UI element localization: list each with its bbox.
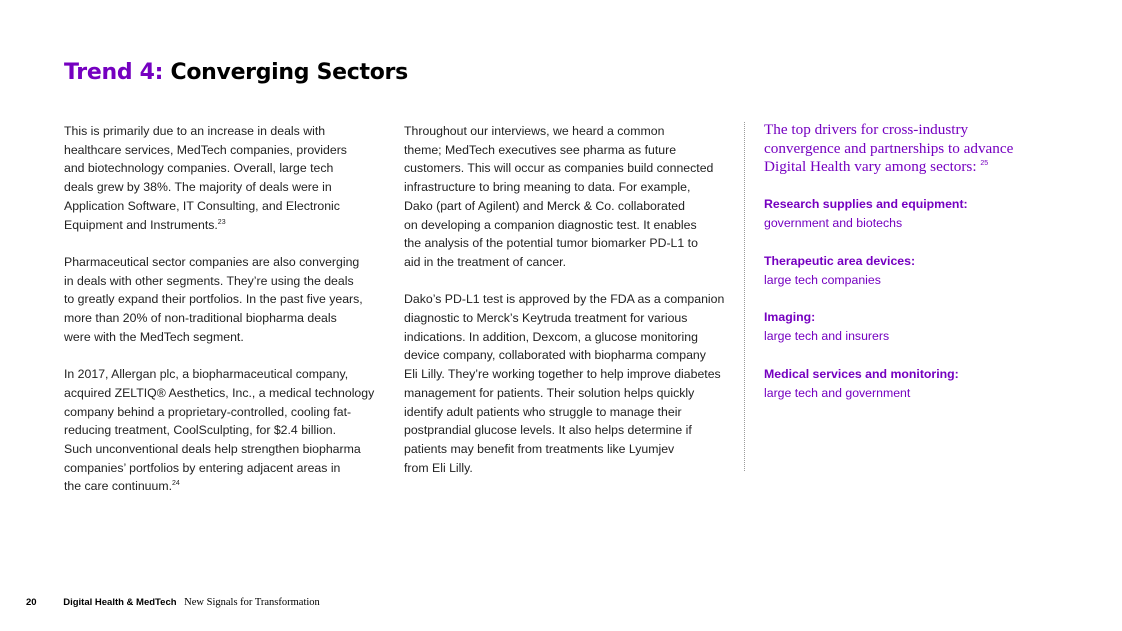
driver-value: large tech and government <box>764 385 911 400</box>
title-accent: Trend 4: <box>64 60 164 85</box>
text-line: in deals with other segments. They’re using the deals <box>64 273 354 288</box>
text-line: Pharmaceutical sector companies are also converging <box>64 254 360 269</box>
footnote-ref: 25 <box>980 160 989 168</box>
body-column-left <box>64 122 379 515</box>
text-line: and biotechnology companies. Overall, large tech <box>64 161 334 176</box>
text-line: healthcare services, MedTech companies, providers <box>64 142 347 157</box>
sidebar-callout <box>764 121 1104 421</box>
text-line: on developing a companion diagnostic test. It enables <box>404 217 697 232</box>
text-line: identify adult patients who struggle to manage their <box>404 404 682 419</box>
publication-title: Digital Health & MedTech <box>63 597 177 608</box>
page-number: 20 <box>26 597 37 608</box>
text-line: postprandial glucose levels. It also helps determine if <box>404 423 692 438</box>
driver-value: government and biotechs <box>764 216 903 231</box>
driver-value: large tech companies <box>764 272 881 287</box>
text-line: company behind a proprietary-controlled, cooling fat- <box>64 404 352 419</box>
text-line: aid in the treatment of cancer. <box>404 254 567 269</box>
text-fragment: the care continuum. <box>64 479 173 494</box>
text-line: diagnostic to Merck’s Keytruda treatment for various <box>404 311 688 326</box>
sidebar-intro <box>764 121 1104 177</box>
driver-label: Medical services and monitoring: <box>764 366 959 381</box>
text-line: management for patients. Their solution helps quickly <box>404 385 695 400</box>
intro-line: The top drivers for cross-industry <box>764 121 969 138</box>
paragraph <box>404 290 724 477</box>
text-line: Application Software, IT Consulting, and Electronic <box>64 198 340 213</box>
text-line: customers. This will occur as companies build connected <box>404 161 714 176</box>
intro-line: convergence and partnerships to advance <box>764 139 1014 157</box>
driver-item <box>764 365 1104 403</box>
text-line: patients may benefit from treatments like Lyumjev <box>404 441 675 456</box>
text-line: device company, collaborated with biopharma company <box>404 348 706 363</box>
intro-line <box>764 158 1104 177</box>
text-line: companies’ portfolios by entering adjacent areas in <box>64 460 341 475</box>
title-text: Converging Sectors <box>170 60 408 85</box>
driver-item <box>764 252 1104 290</box>
driver-label: Research supplies and equipment: <box>764 197 968 212</box>
driver-item <box>764 308 1104 346</box>
text-line: This is primarily due to an increase in deals with <box>64 124 326 138</box>
text-line: deals grew by 38%. The majority of deals were in <box>64 180 332 195</box>
driver-label: Therapeutic area devices: <box>764 253 916 268</box>
text-line: from Eli Lilly. <box>404 460 473 475</box>
page-footer <box>26 597 320 608</box>
text-fragment: Digital Health vary among sectors: <box>764 158 977 176</box>
text-line: Eli Lilly. They’re working together to help improve diabetes <box>404 367 721 382</box>
page-title <box>64 60 408 85</box>
text-line <box>64 216 379 235</box>
text-line: Dako’s PD-L1 test is approved by the FDA as a companion <box>404 292 725 307</box>
text-line: acquired ZELTIQ® Aesthetics, Inc., a medical technology <box>64 385 375 400</box>
paragraph <box>64 365 379 496</box>
text-line: reducing treatment, CoolSculpting, for $2.4 billion. <box>64 423 337 438</box>
text-fragment: Equipment and Instruments. <box>64 217 218 232</box>
text-line: were with the MedTech segment. <box>64 329 244 344</box>
text-line: In 2017, Allergan plc, a biopharmaceutical company, <box>64 367 349 382</box>
driver-value: large tech and insurers <box>764 329 890 344</box>
driver-label: Imaging: <box>764 310 816 325</box>
paragraph <box>64 122 379 234</box>
text-line: Such unconventional deals help strengthen biopharma <box>64 441 361 456</box>
text-line: infrastructure to bring meaning to data. For example, <box>404 180 691 195</box>
text-line: Dako (part of Agilent) and Merck & Co. collaborated <box>404 198 685 213</box>
text-line: the analysis of the potential tumor biomarker PD-L1 to <box>404 236 698 251</box>
publication-subtitle: New Signals for Transformation <box>184 597 320 608</box>
text-line: indications. In addition, Dexcom, a glucose monitoring <box>404 329 698 344</box>
body-column-middle <box>404 122 724 496</box>
text-line: Throughout our interviews, we heard a common <box>404 124 665 138</box>
text-line <box>64 477 379 496</box>
paragraph <box>64 253 379 347</box>
paragraph <box>404 122 724 272</box>
dotted-divider <box>744 122 745 471</box>
footnote-ref: 23 <box>217 218 226 226</box>
driver-item <box>764 195 1104 233</box>
footnote-ref: 24 <box>172 480 180 488</box>
text-line: theme; MedTech executives see pharma as future <box>404 142 677 157</box>
text-line: more than 20% of non-traditional biopharma deals <box>64 311 337 326</box>
text-line: to greatly expand their portfolios. In the past five years, <box>64 292 363 307</box>
